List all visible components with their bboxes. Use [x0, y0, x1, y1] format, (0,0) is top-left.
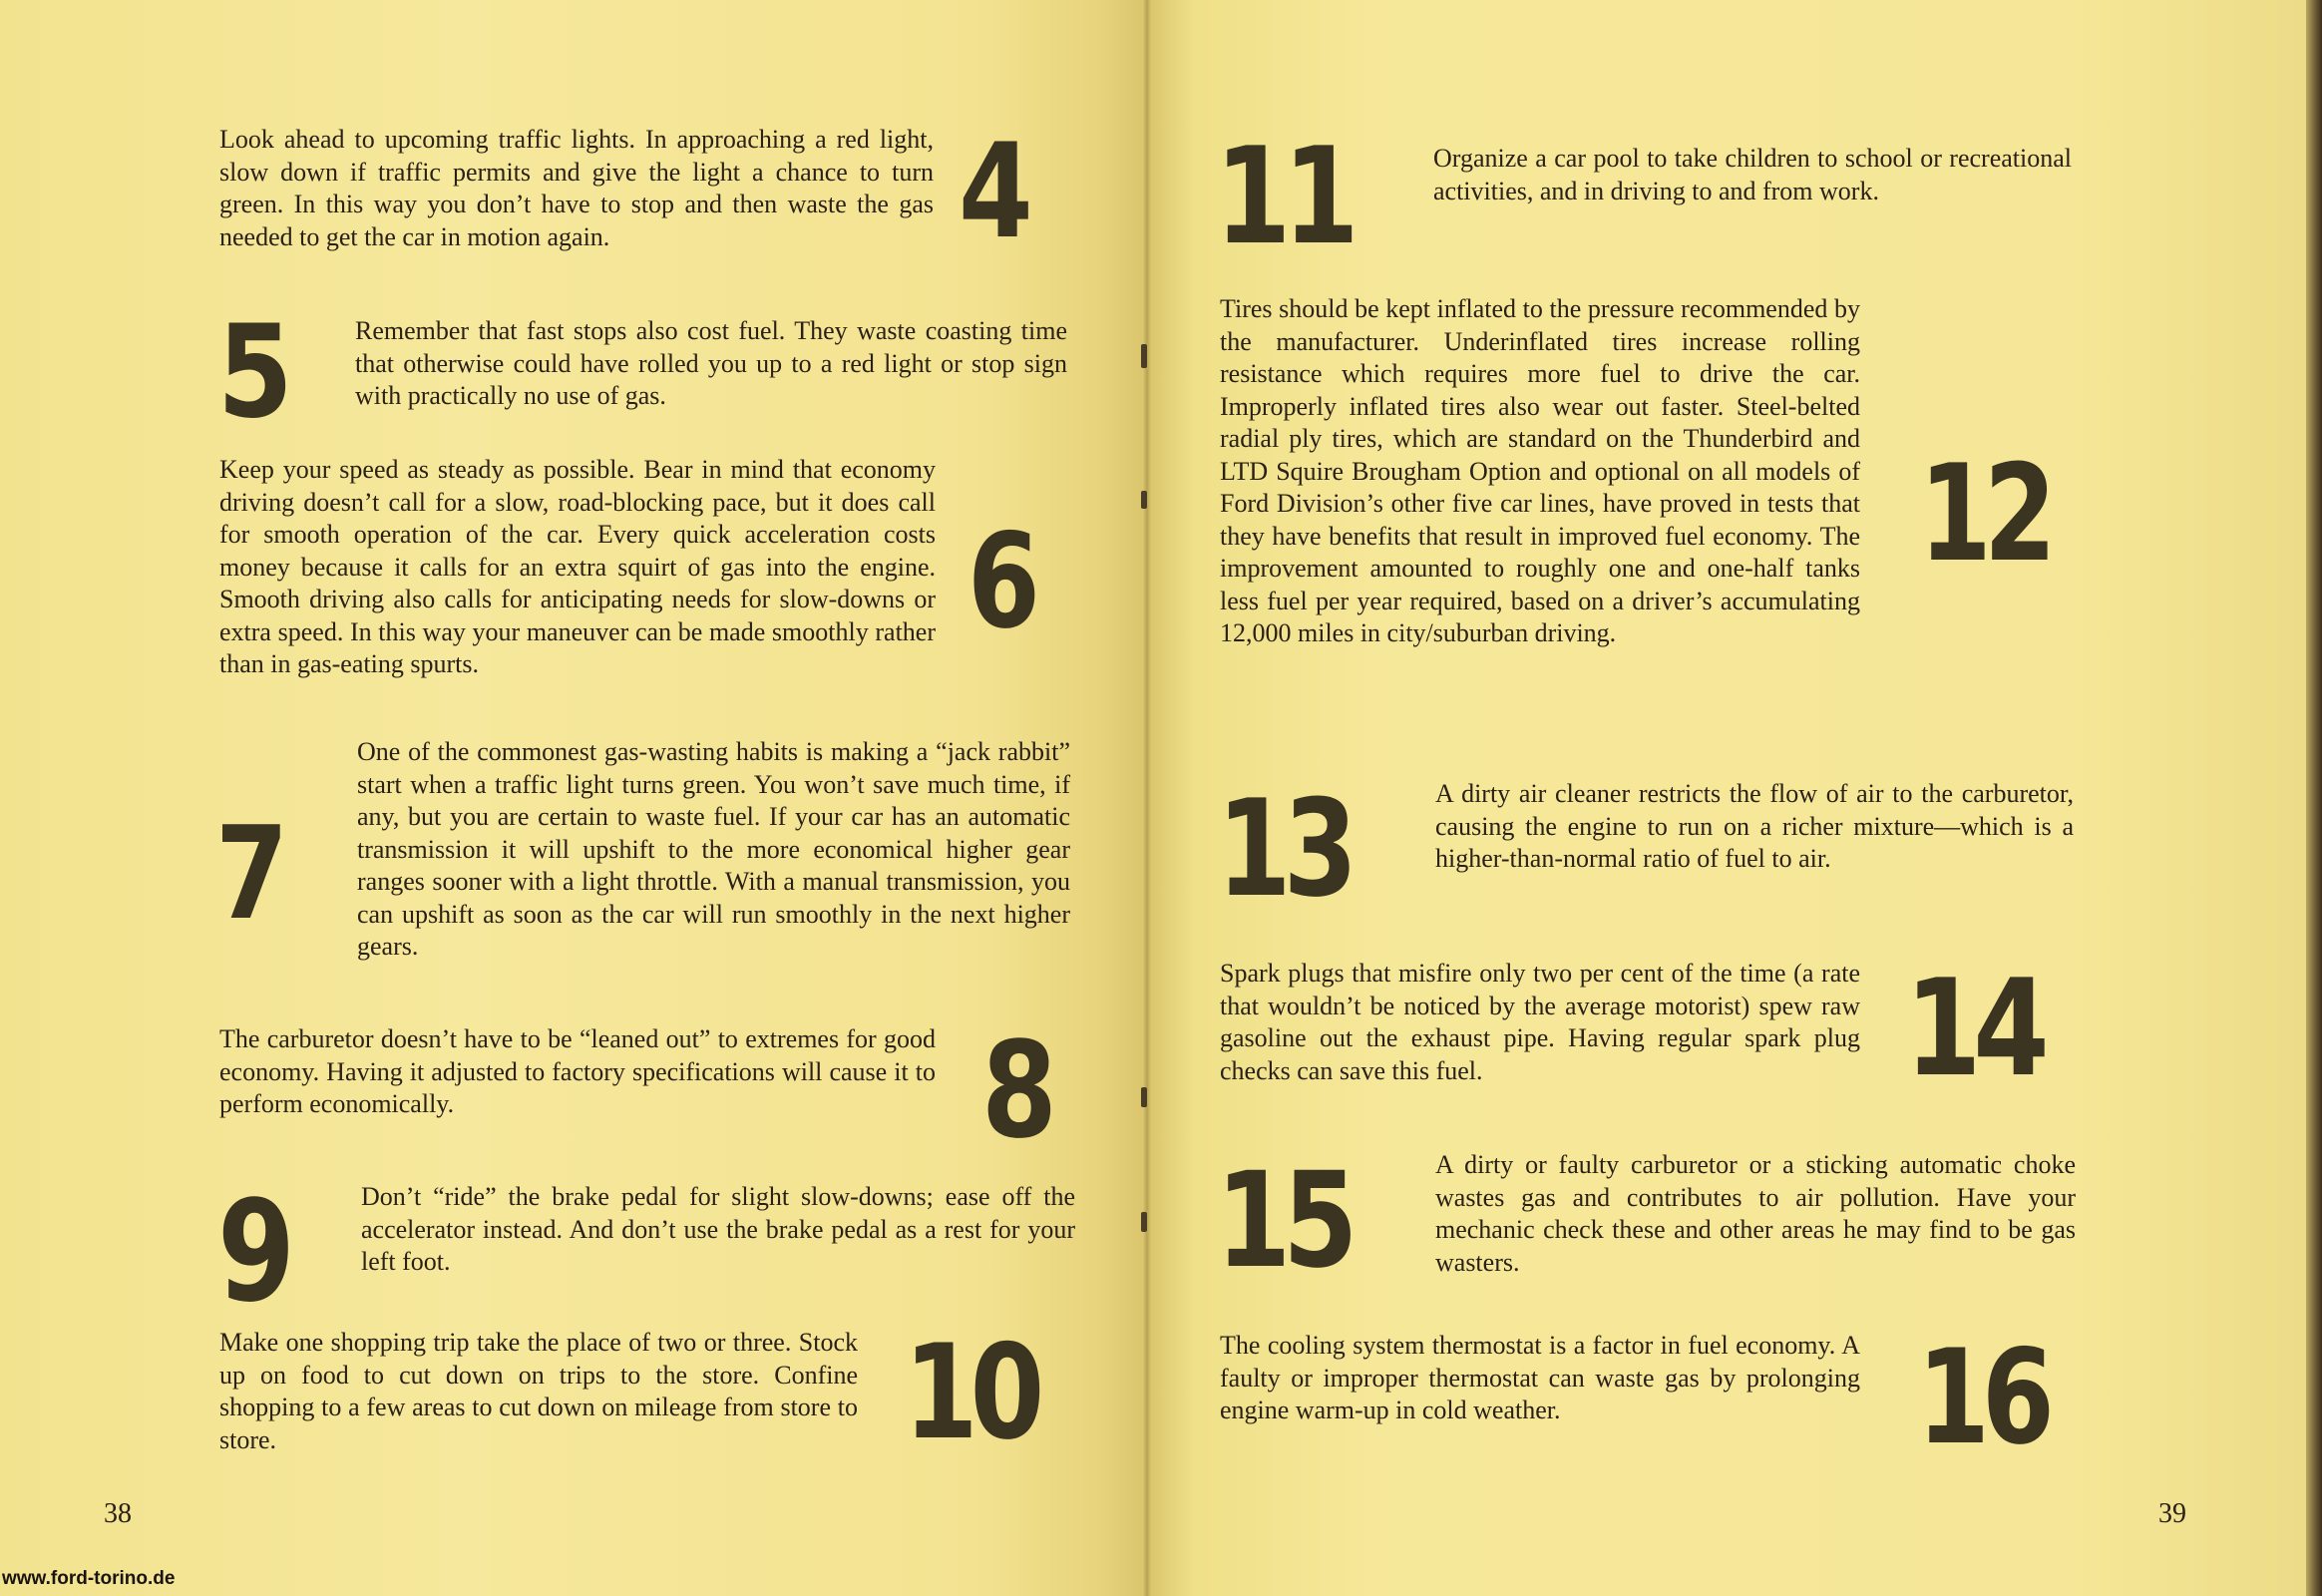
- tip-number-12: 12: [1919, 436, 2049, 592]
- watermark: www.ford-torino.de: [2, 1568, 176, 1589]
- tip-number-16: 16: [1917, 1321, 2047, 1473]
- binding-stitch: [1141, 1087, 1147, 1107]
- gutter: [1143, 0, 1151, 1596]
- page-edge: [2306, 0, 2322, 1596]
- tip-number-9: 9: [217, 1171, 287, 1334]
- tip-text-14: Spark plugs that misfire only two per cent of the time (a rate that wouldn’t be noticed by the average motorist) spew raw gasoline out the exhaust pipe. Having regular spark plug checks can save this fuel.: [1220, 959, 1860, 1085]
- tip-text-12: Tires should be kept inflated to the pressure recommended by the manufacturer. Underinflated tires increase rolling resistance which requires more fuel to drive the car. Improperly inflated tires also wear out faster. Steel-belted radial ply tires, which are standard on the Thunderbird and LTD Squire Brougham Option and optional on all models of Ford Division’s other five car lines, have proved in tests that they have benefits that result in improved fuel economy. The improvement amounted to roughly one and one-half tanks less fuel per year required, based on a driver’s accumulating 12,000 miles in city/suburban driving.: [1220, 294, 1860, 647]
- binding-stitch: [1141, 1212, 1147, 1232]
- tip-number-14: 14: [1905, 951, 2042, 1106]
- tip-number-7: 7: [215, 800, 280, 949]
- tip-text-7: One of the commonest gas-wasting habits is making a “jack rabbit” start when a traffic light turns green. You won’t save much time, if any, but you are certain to waste fuel. If your car has an automatic transmission it will upshift to the more economical higher gear ranges sooner with a light throttle. With a manual transmission, you can upshift as soon as the car will run smoothly in the next higher gears.: [357, 737, 1070, 961]
- tip-text-9: Don’t “ride” the brake pedal for slight slow-downs; ease off the accelerator instead. And don’t use the brake pedal as a rest for your left foot.: [361, 1182, 1075, 1276]
- tip-text-16: The cooling system thermostat is a factor in fuel economy. A faulty or improper thermostat can waste gas by prolonging engine warm-up in cold weather.: [1220, 1331, 1860, 1424]
- binding-stitch: [1141, 344, 1147, 368]
- tip-number-8: 8: [981, 1014, 1049, 1168]
- tip-number-15: 15: [1216, 1144, 1351, 1298]
- tip-text-10: Make one shopping trip take the place of two or three. Stock up on food to cut down on trips to the store. Confine shopping to a few areas to cut down on mileage from store to store.: [219, 1328, 858, 1454]
- tip-text-15: A dirty or faulty carburetor or a sticking automatic choke wastes gas and contributes to air pollution. Have your mechanic check these and other areas he may find to be gas wasters.: [1435, 1150, 2076, 1277]
- binding-stitch: [1141, 491, 1147, 509]
- tip-number-6: 6: [968, 505, 1032, 657]
- tip-number-5: 5: [217, 298, 285, 447]
- tip-number-11: 11: [1215, 119, 1352, 274]
- tip-text-4: Look ahead to upcoming traffic lights. In approaching a red light, slow down if traffic permits and give the light a chance to turn green. In this way you don’t have to stop and then waste the gas needed to get the car in motion again.: [219, 125, 934, 251]
- page-number-left: 38: [104, 1498, 132, 1529]
- tip-number-4: 4: [959, 115, 1025, 267]
- tip-text-6: Keep your speed as steady as possible. Bear in mind that economy driving doesn’t call for a slow, road-blocking pace, but it does call for smooth operation of the car. Every quick acceleration costs money because it calls for an extra squirt of gas into the engine. Smooth driving also calls for anticipating needs for slow-downs or extra speed. In this way your maneuver can be made smoothly rather than in gas-eating spurts.: [219, 455, 936, 678]
- tip-text-13: A dirty air cleaner restricts the flow of air to the carburetor, causing the engine to run on a richer mixture—which is a higher-than-normal ratio of fuel to air.: [1435, 779, 2074, 873]
- tip-number-10: 10: [904, 1316, 1037, 1468]
- tip-number-13: 13: [1217, 771, 1351, 927]
- page-number-right: 39: [2158, 1498, 2186, 1529]
- tip-text-11: Organize a car pool to take children to school or recreational activities, and in driving to and from work.: [1433, 144, 2072, 205]
- tip-text-8: The carburetor doesn’t have to be “leaned out” to extremes for good economy. Having it adjusted to factory specifications will cause it to perform economically.: [219, 1024, 936, 1118]
- tip-text-5: Remember that fast stops also cost fuel. They waste coasting time that otherwise could have rolled you up to a red light or stop sign with practically no use of gas.: [355, 316, 1067, 410]
